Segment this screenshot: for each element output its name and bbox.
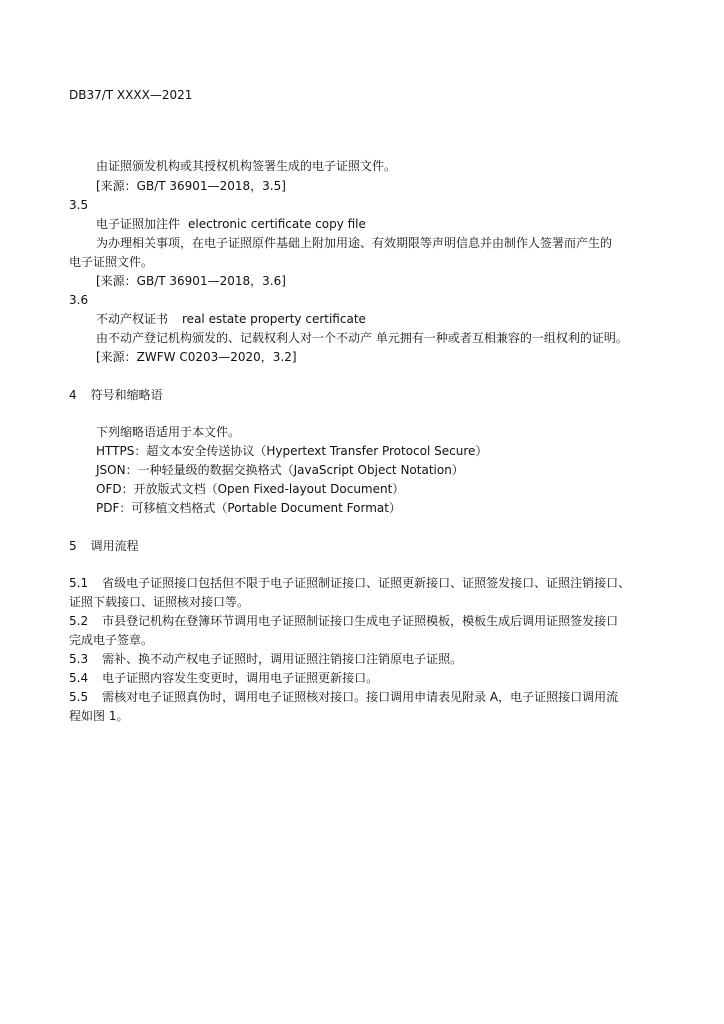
section-5-title: 调用流程 [90,539,139,553]
clause-5-1-line2: 证照下载接口、证照核对接口等。 [69,595,250,609]
definition-3-4-source: [来源：GB/T 36901—2018，3.5] [96,179,286,193]
term-3-6-name-cn: 不动产权证书 [96,312,169,326]
clause-5-2-number: 5.2 [69,614,89,628]
clause-5-5-text: 需核对电子证照真伪时，调用电子证照核对接口。接口调用申请表见附录 A，电子证照接口调用流 [102,690,619,704]
abbreviation-json: JSON：一种轻量级的数据交换格式（JavaScript Object Notation） [96,463,464,477]
clause-5-3-text: 需补、换不动产权电子证照时，调用证照注销接口注销原电子证照。 [102,652,463,666]
abbreviation-ofd: OFD：开放版式文档（Open Fixed-layout Document） [96,482,405,496]
abbreviation-https: HTTPS：超文本安全传送协议（Hypertext Transfer Protocol Secure） [96,444,488,458]
section-4-number: 4 [69,388,77,402]
term-3-5-definition-line2: 电子证照文件。 [69,255,154,269]
term-3-5-heading [96,216,366,232]
section-5-number: 5 [69,539,77,553]
clause-5-5-line2: 程如图 1。 [69,709,129,723]
clause-5-5-number: 5.5 [69,690,89,704]
term-3-5-definition-line1: 为办理相关事项，在电子证照原件基础上附加用途、有效期限等声明信息并由制作人签署而产生的 [96,236,613,250]
clause-5-4 [69,670,378,686]
term-3-5-name-cn: 电子证照加注件 [96,217,181,231]
definition-3-4-text: 由证照颁发机构或其授权机构签署生成的电子证照文件。 [96,159,397,173]
clause-5-2-line2: 完成电子签章。 [69,633,154,647]
term-3-5-number: 3.5 [69,198,89,212]
section-5-heading [69,538,139,554]
clause-5-4-text: 电子证照内容发生变更时，调用电子证照更新接口。 [102,671,379,685]
document-code-header: DB37/T XXXX—2021 [69,88,193,102]
clause-5-3-number: 5.3 [69,652,89,666]
section-4-title: 符号和缩略语 [90,388,163,402]
term-3-6-source: [来源：ZWFW C0203—2020，3.2] [96,350,297,364]
term-3-5-name-en: electronic certificate copy file [188,217,366,231]
clause-5-4-number: 5.4 [69,671,89,685]
term-3-5-source: [来源：GB/T 36901—2018，3.6] [96,274,286,288]
term-3-6-number: 3.6 [69,293,89,307]
clause-5-3 [69,651,462,667]
clause-5-1-number: 5.1 [69,576,89,590]
term-3-6-name-en: real estate property certificate [182,312,366,326]
section-4-intro: 下列缩略语适用于本文件。 [96,425,241,439]
clause-5-2-line1 [69,613,618,629]
section-4-heading [69,387,163,403]
clause-5-1-text: 省级电子证照接口包括但不限于电子证照制证接口、证照更新接口、证照签发接口、证照注销接口、 [102,576,631,590]
term-3-6-definition: 由不动产登记机构颁发的、记载权利人对一个不动产 单元拥有一种或者互相兼容的一组权利的证明。 [96,331,628,345]
clause-5-1-line1 [69,575,630,591]
term-3-6-heading [96,311,366,327]
clause-5-2-text: 市县登记机构在登簿环节调用电子证照制证接口生成电子证照模板，模板生成后调用证照签发接口 [102,614,619,628]
clause-5-5-line1 [69,689,618,705]
abbreviation-pdf: PDF：可移植文档格式（Portable Document Format） [96,501,401,515]
